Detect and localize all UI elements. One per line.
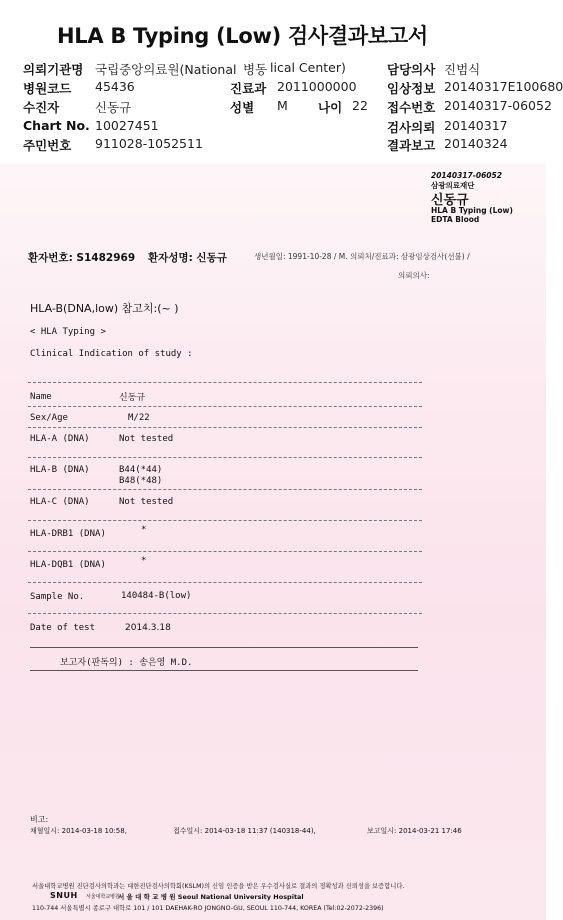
inst-value-tail: lical Center) [270,60,346,75]
row-value-sample-no: 140484-B(low) [121,591,192,601]
divider [28,520,422,521]
reporter: 보고자(판독의) : 송은영 M.D. [60,658,193,668]
ward-label: 병동 [243,62,268,77]
note-label: 비고: [30,815,49,824]
hosp-code-value: 45436 [95,79,135,94]
divider [30,670,418,671]
reported-time: 보고일시: 2014-03-21 17:46 [367,827,462,835]
test-title: HLA-B(DNA,low) 참고치:(~ ) [30,302,179,315]
report-title: HLA B Typing (Low) 검사결과보고서 [57,24,428,48]
row-label-hla-dqb1: HLA-DQB1 (DNA) [30,560,106,570]
footer-address: 110-744 서울특별시 종로구 대학로 101 / 101 DAEHAK-RO JONGNO-GU, SEOUL 110-744, KOREA (Tel:02-2072-2396) [32,905,384,912]
sex-value: M [277,98,288,113]
doctor-label: 담당의사 [387,62,436,77]
row-value-hla-b-2: B48(*48) [119,476,163,486]
row-label-date-of-test: Date of test [30,623,96,633]
snuh-logo-sub: 서울대학교병원 [86,894,120,900]
dept-label: 진료과 [230,81,267,96]
row-label-hla-a: HLA-A (DNA) [30,434,90,444]
requesting-doctor: 의뢰의사: [398,271,430,280]
sex-label: 성별 [230,100,255,115]
sticker-receipt-no: 20140317-06052 [431,171,502,180]
dept-value: 2011000000 [277,79,357,94]
result-value: 20140324 [444,136,508,151]
age-value: 22 [352,98,368,113]
patient-number: 환자번호: S1482969 [28,252,136,264]
row-label-name: Name [30,392,52,402]
row-label-sex-age: Sex/Age [30,413,68,423]
section-heading: < HLA Typing > [30,327,106,337]
divider [28,613,422,614]
row-value-sex-age: M/22 [128,413,150,423]
patient-name: 환자성명: 신동규 [148,252,227,264]
row-value-hla-dqb1: * [141,556,147,566]
chart-label: Chart No. [23,118,90,133]
doctor-value: 진범식 [444,62,481,77]
sticker-institute: 삼광의료재단 [431,181,475,190]
row-label-hla-b: HLA-B (DNA) [30,465,90,475]
rrn-label: 주민번호 [23,138,72,153]
divider [28,551,422,552]
row-value-hla-a: Not tested [119,434,174,444]
patient-info: 생년월일: 1991-10-28 / M. 의뢰처/진료과: 삼광임상검사(선불) / [254,252,470,261]
clinic-value: 20140317E100680 [444,79,563,94]
footer-accreditation: 서울대학교병원 진단검사의학과는 대한진단검사의학회(KSLM)의 신임 인증을 받은 우수검사실로 결과의 정확성과 신뢰성을 보증합니다. [32,883,405,890]
divider [30,647,418,648]
sticker-test-name: HLA B Typing (Low) [431,206,513,215]
divider [28,427,422,428]
hosp-code-label: 병원코드 [23,81,72,96]
collection-time: 채혈일시: 2014-03-18 10:58, [30,827,127,835]
divider [28,382,422,383]
clinic-label: 임상정보 [387,81,436,96]
row-value-hla-c: Not tested [119,497,174,507]
patient-label: 수진자 [23,100,60,115]
chart-value: 10027451 [95,118,159,133]
test-req-value: 20140317 [444,118,508,133]
received-time: 접수일시: 2014-03-18 11:37 (140318-44), [173,827,316,835]
row-value-hla-b-1: B44(*44) [119,465,163,475]
patient-value: 신동규 [95,100,132,115]
scanned-report [0,163,546,920]
sticker-specimen: EDTA Blood [431,215,480,224]
divider [28,489,422,490]
footer-hospital-name: 서 울 대 학 교 병 원 Seoul National University Hospital [118,893,304,901]
row-label-sample-no: Sample No. [30,592,85,602]
result-label: 결과보고 [387,138,436,153]
row-value-hla-drb1: * [141,525,147,535]
row-value-date-of-test: 2014.3.18 [125,623,171,633]
recv-label: 접수번호 [387,100,436,115]
recv-value: 20140317-06052 [444,98,552,113]
inst-value: 국립중앙의료원(National [95,62,237,77]
row-label-hla-c: HLA-C (DNA) [30,497,90,507]
divider [28,582,422,583]
divider [28,457,422,458]
rrn-value: 911028-1052511 [95,136,203,151]
sticker-patient-name: 신동규 [431,193,469,208]
snuh-logo: SNUH [50,891,78,900]
row-value-name: 신동규 [119,393,146,403]
test-req-label: 검사의뢰 [387,120,436,135]
divider [28,406,422,407]
age-label: 나이 [318,100,343,115]
row-label-hla-drb1: HLA-DRB1 (DNA) [30,529,106,539]
clinical-indication: Clinical Indication of study : [30,349,193,359]
inst-label: 의뢰기관명 [23,62,84,77]
